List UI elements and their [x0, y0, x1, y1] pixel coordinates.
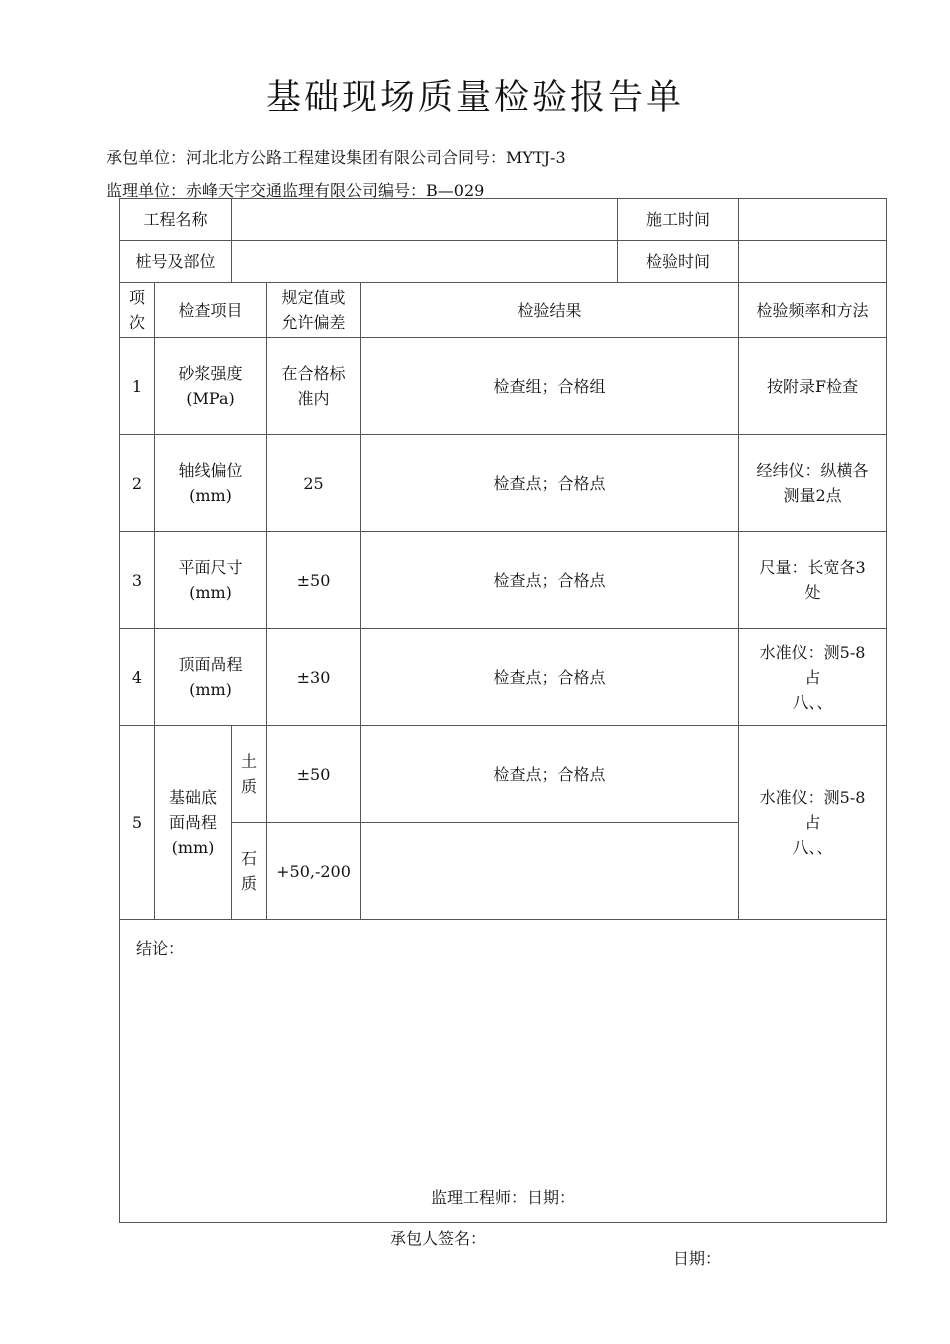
table-row: [120, 532, 887, 629]
row-tolerance-line1: 在合格标: [281, 364, 346, 383]
row-no: 5: [120, 726, 155, 920]
row-result: 检查点；合格点: [361, 532, 739, 629]
row-method: [739, 435, 887, 532]
row-item-name: 砂浆强度: [178, 364, 243, 383]
contractor-signature: 承包人签名：: [390, 1229, 487, 1248]
row-method: [739, 726, 887, 920]
row-no: 3: [120, 532, 155, 629]
sub-row-label-line2: 质: [241, 874, 258, 893]
row-method-line1: 按附录F检查: [766, 376, 859, 396]
row-result[interactable]: [361, 823, 739, 920]
row-item: [155, 435, 267, 532]
row-method: [739, 338, 887, 435]
row-item-unit: (MPa): [186, 389, 235, 408]
header-row-project: [120, 199, 887, 241]
row-method-line1: 水准仪：测5-8: [759, 642, 866, 662]
row-method-line1: 经纬仪：纵横各: [756, 461, 869, 480]
row-item-unit: (mm): [189, 486, 232, 505]
conclusion-label: 结论：: [136, 939, 185, 958]
row-item: [155, 629, 267, 726]
sub-row-label-line2: 质: [241, 777, 258, 796]
row-result: 检查点；合格点: [361, 435, 739, 532]
table-row: [120, 338, 887, 435]
row-method-line2: 占: [804, 667, 821, 687]
row-no: 2: [120, 435, 155, 532]
supervisor-signature: 监理工程师：日期：: [431, 1188, 576, 1207]
row-tolerance: [267, 338, 361, 435]
row-item: [155, 338, 267, 435]
row-result: 检查点；合格点: [361, 726, 739, 823]
table-row: [120, 726, 887, 823]
row-result: 检查点；合格点: [361, 629, 739, 726]
row-tolerance: 25: [267, 435, 361, 532]
conclusion-cell[interactable]: [120, 920, 887, 1223]
row-method-line2: 处: [804, 583, 821, 602]
col-tolerance: 规定值或允许偏差: [267, 283, 361, 338]
row-method-line3: 八、、: [792, 838, 833, 857]
row-method: [739, 532, 887, 629]
construction-time-label: 施工时间: [618, 199, 739, 241]
row-tolerance: +50,-200: [267, 823, 361, 920]
row-tolerance: ±50: [267, 726, 361, 823]
inspection-table: [119, 198, 887, 1223]
station-value[interactable]: [232, 241, 618, 283]
sub-row-label-line1: 土: [241, 752, 258, 771]
row-item-name: 平面尺寸: [178, 558, 243, 577]
row-item-unit: (mm): [171, 838, 215, 857]
sub-row-label: [232, 726, 267, 823]
row-tolerance-line2: 准内: [297, 389, 330, 408]
row-method-line1: 水准仪：测5-8: [759, 788, 866, 807]
row-result: 检查组；合格组: [361, 338, 739, 435]
row-item: [155, 532, 267, 629]
column-header-row: [120, 283, 887, 338]
contractor-line: 承包单位：河北北方公路工程建设集团有限公司合同号：MYTJ-3: [106, 148, 566, 167]
row-no: 4: [120, 629, 155, 726]
col-result: 检验结果: [361, 283, 739, 338]
project-name-label: 工程名称: [120, 199, 232, 241]
conclusion-row: [120, 920, 887, 1223]
inspection-time-value[interactable]: [739, 241, 887, 283]
row-method: [739, 629, 887, 726]
row-item: [155, 726, 232, 920]
row-item-name: 轴线偏位: [178, 461, 243, 480]
construction-time-value[interactable]: [739, 199, 887, 241]
table-row: [120, 435, 887, 532]
col-item-no: 项次: [120, 283, 155, 338]
project-name-value[interactable]: [232, 199, 618, 241]
supervisor-line: 监理单位：赤峰天宇交通监理有限公司编号：B—029: [106, 181, 485, 200]
row-method-line1: 尺量：长宽各3: [759, 558, 866, 577]
page-title: 基础现场质量检验报告单: [265, 78, 684, 118]
row-method-line2: 占: [804, 813, 821, 832]
row-no: 1: [120, 338, 155, 435]
row-item-unit: (mm): [189, 680, 232, 699]
station-label: 桩号及部位: [120, 241, 232, 283]
row-tolerance: ±50: [267, 532, 361, 629]
sub-row-label-line1: 石: [241, 849, 258, 868]
row-tolerance: ±30: [267, 629, 361, 726]
header-row-station: [120, 241, 887, 283]
row-item-line2: 面咼程: [169, 813, 218, 832]
row-item-unit: (mm): [189, 583, 232, 602]
col-frequency: 检验频率和方法: [739, 283, 887, 338]
inspection-time-label: 检验时间: [618, 241, 739, 283]
row-item-name: 顶面咼程: [178, 655, 243, 674]
row-method-line3: 八、、: [792, 692, 833, 712]
row-item-line1: 基础底: [169, 788, 218, 807]
table-row: [120, 629, 887, 726]
row-method-line2: 测量2点: [783, 486, 842, 505]
sub-row-label: [232, 823, 267, 920]
col-check-item: 检查项目: [155, 283, 267, 338]
date-label: 日期：: [673, 1249, 722, 1268]
